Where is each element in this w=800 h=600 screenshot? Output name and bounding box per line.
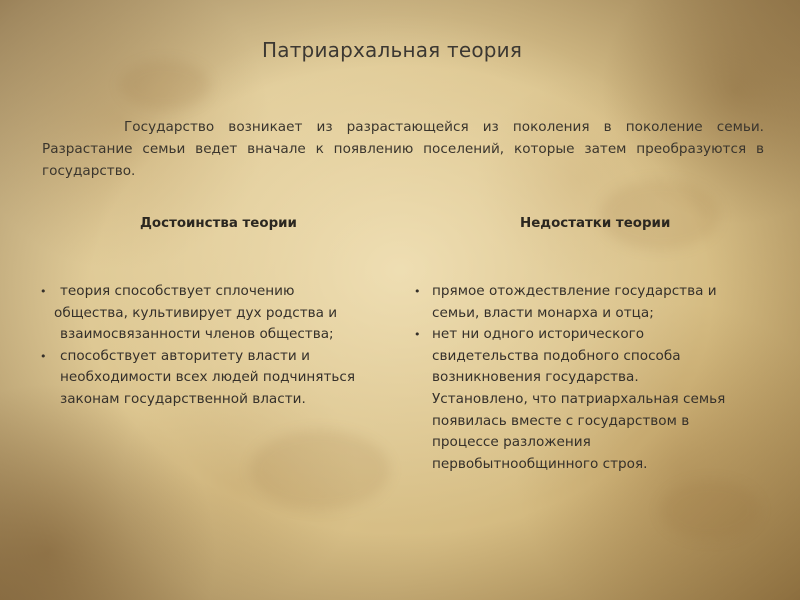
disadvantages-heading: Недостатки теории xyxy=(520,216,671,231)
paper-stain xyxy=(660,480,760,540)
bullet-icon: • xyxy=(40,285,47,298)
advantages-list xyxy=(40,281,385,411)
list-line: Установлено, что патриархальная семья xyxy=(432,390,726,407)
advantages-list-item xyxy=(40,346,385,411)
list-line: процессе разложения xyxy=(432,434,591,451)
list-line: прямое отождествление государства и xyxy=(432,283,717,299)
list-line: законам государственной власти. xyxy=(60,390,306,407)
list-line: семьи, власти монарха и отца; xyxy=(432,304,654,321)
paper-stain xyxy=(600,180,720,250)
bullet-icon: • xyxy=(414,285,421,298)
list-line: возникновения государства. xyxy=(432,369,639,386)
slide-title: Патриархальная теория xyxy=(262,38,523,62)
list-line: необходимости всех людей подчиняться xyxy=(60,369,356,386)
disadvantages-list xyxy=(414,281,750,475)
list-line: способствует авторитету власти и xyxy=(60,347,310,364)
list-line: свидетельства подобного способа xyxy=(432,347,681,364)
list-line: общества, культивирует дух родства и xyxy=(54,304,338,321)
paper-stain xyxy=(250,430,390,510)
bullet-icon: • xyxy=(40,349,47,363)
paper-stain xyxy=(120,60,210,110)
list-line: появилась вместе с государством в xyxy=(432,412,690,429)
advantages-list-item xyxy=(40,281,385,346)
list-line: взаимосвязанности членов общества; xyxy=(60,326,334,343)
disadvantages-list-item xyxy=(414,281,750,324)
list-line: теория способствует сплочению xyxy=(60,283,295,299)
list-line: первобытнообщинного строя. xyxy=(432,455,648,472)
bullet-icon: • xyxy=(414,328,421,342)
disadvantages-list-item xyxy=(414,324,750,475)
intro-paragraph: Государство возникает из разрастающейся из поколения в поколение семьи. Разрастание семьи ведет вначале к появлению поселений, которые затем преобразуются в государство. xyxy=(42,119,764,179)
advantages-heading: Достоинства теории xyxy=(140,216,297,231)
list-line: нет ни одного исторического xyxy=(432,326,645,343)
